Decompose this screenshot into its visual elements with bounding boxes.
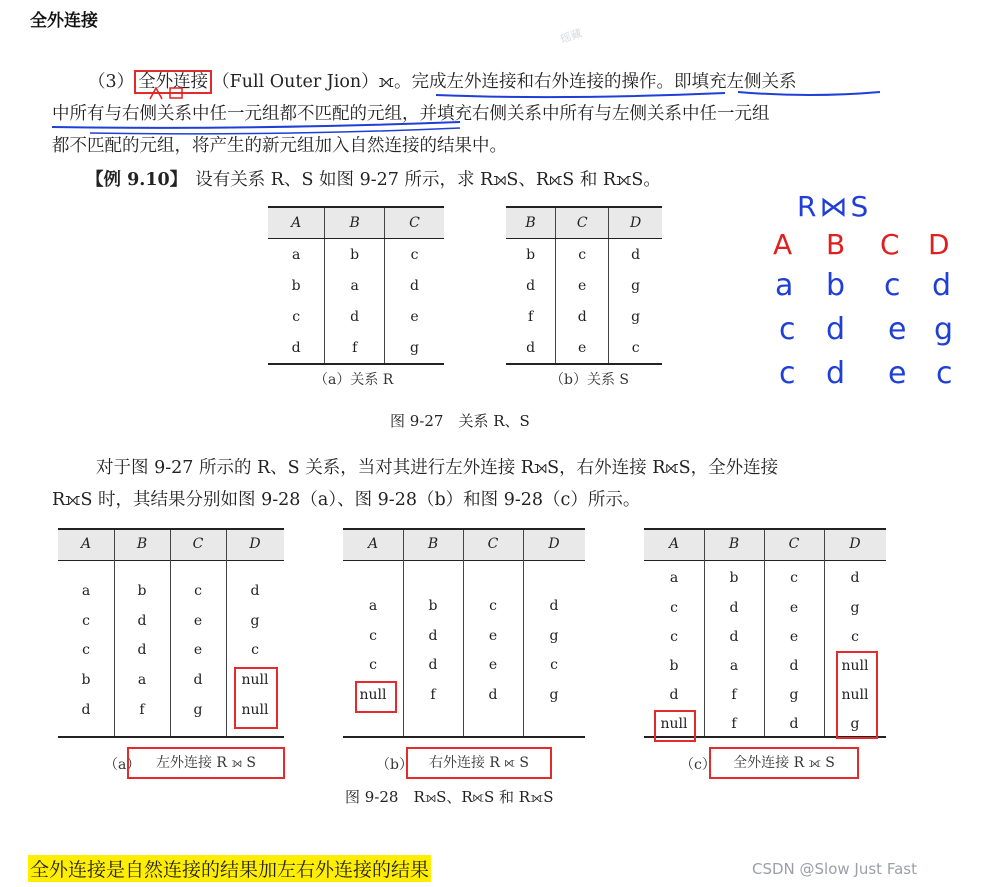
cell: c [268, 301, 325, 332]
relation-r-table [268, 206, 444, 365]
hw-cell: b [826, 268, 846, 303]
cell: d [428, 657, 438, 673]
hw-cell: a [775, 268, 794, 303]
relation-s-caption: （b）关系 S [550, 372, 630, 388]
cell: a [268, 239, 325, 271]
example-label: 【例 9.10】 [86, 170, 188, 190]
cell: e [789, 600, 799, 616]
cell: c [194, 583, 202, 599]
left-outer-join-caption: 左外连接 R ⟕ S [127, 747, 285, 779]
column-header: B [136, 536, 148, 552]
caption-prefix: （b） [376, 757, 413, 773]
table-row [506, 301, 662, 332]
hw-cell: d [826, 356, 846, 391]
cell: b [669, 658, 679, 674]
cell: d [556, 301, 609, 332]
cell: a [137, 672, 147, 688]
cell: d [137, 613, 147, 629]
table-header-row [268, 207, 444, 239]
right-outer-join-table [343, 528, 585, 738]
para2-line1: 对于图 9-27 所示的 R、S 关系，当对其进行左外连接 R⟕S，右外连接 R⟖S，全外连接 [96, 458, 779, 478]
left-outer-join-table [58, 528, 284, 738]
column-header: D [849, 536, 861, 552]
section-heading: 全外连接 [30, 11, 98, 31]
cell: f [325, 332, 385, 364]
cell: c [82, 642, 90, 658]
cell: e [193, 613, 203, 629]
csdn-credit: CSDN @Slow Just Fast [752, 860, 917, 878]
example-line [86, 164, 661, 196]
cell: d [268, 332, 325, 364]
cell: g [850, 600, 860, 616]
cell: f [139, 702, 145, 718]
column-header: C [556, 207, 609, 239]
cell: g [850, 716, 860, 732]
cell: f [430, 687, 436, 703]
cell: e [556, 332, 609, 364]
cell: c [851, 629, 859, 645]
join-symbol: ⟗。 [378, 72, 412, 92]
null-highlight-box [355, 681, 397, 713]
cell: g [549, 687, 559, 703]
summary-highlight: 全外连接是自然连接的结果加左右外连接的结果 [28, 855, 431, 882]
cell: g [193, 702, 203, 718]
handwritten-title: R⋈S [797, 190, 872, 223]
cell: g [410, 339, 419, 356]
null-highlight-box [836, 651, 878, 739]
cell: d [789, 716, 799, 732]
hw-cell: g [934, 312, 954, 347]
cell: null [359, 687, 387, 703]
figure-9-28-caption: 图 9-28 R⟕S、R⟖S 和 R⟗S [345, 788, 554, 806]
cell: d [669, 687, 679, 703]
cell: b [81, 672, 91, 688]
hw-cell: d [932, 268, 952, 303]
column-header: B [325, 207, 385, 239]
cell: d [506, 332, 556, 364]
para1-line3: 都不匹配的元组，将产生的新元组加入自然连接的结果中。 [52, 136, 507, 156]
cell: null [841, 687, 869, 703]
cell: c [251, 642, 259, 658]
column-header: B [728, 536, 740, 552]
table-row [268, 332, 444, 364]
cell: d [81, 702, 91, 718]
cell: d [850, 570, 860, 586]
cell: b [729, 570, 739, 586]
column-header: C [487, 536, 499, 552]
cell: a [368, 598, 378, 614]
column-header: A [268, 207, 325, 239]
figure-9-27-caption: 图 9-27 关系 R、S [390, 412, 530, 430]
cell: d [506, 270, 556, 301]
null-highlight-box [234, 667, 278, 729]
column-header: D [609, 207, 662, 239]
cell: null [241, 672, 269, 688]
cell: e [789, 629, 799, 645]
cell: d [549, 598, 559, 614]
cell: b [325, 239, 385, 271]
example-text: 设有关系 R、S 如图 9-27 所示，求 R⟕S、R⟖S 和 R⟗S。 [195, 170, 661, 190]
cell: null [660, 716, 688, 732]
cell: a [669, 570, 679, 586]
table-row [506, 270, 662, 301]
table-row [506, 239, 662, 271]
cell: e [488, 628, 498, 644]
handwritten-header-b: B [826, 228, 846, 261]
cell: c [489, 598, 497, 614]
cell: d [789, 658, 799, 674]
table-row [268, 270, 444, 301]
full-outer-join-table [644, 528, 886, 738]
cell: b [268, 270, 325, 301]
para1-line2: 中所有与右侧关系中任一元组都不匹配的元组，并填充右侧关系中所有与左侧关系中任一元组 [52, 104, 770, 124]
cell: b [137, 583, 147, 599]
cell: d [729, 600, 739, 616]
hw-cell: d [826, 312, 846, 347]
relation-s-table [506, 206, 662, 365]
cell: c [550, 657, 558, 673]
cell: e [410, 308, 419, 325]
hw-cell: c [884, 268, 901, 303]
cell: g [549, 628, 559, 644]
cell: c [631, 339, 640, 356]
cell: c [670, 600, 678, 616]
handwritten-header-c: C [880, 228, 900, 261]
cell: g [789, 687, 799, 703]
cell: c [790, 570, 798, 586]
caption-prefix: （c） [680, 757, 716, 773]
cell: d [410, 277, 419, 294]
column-header: A [367, 536, 379, 552]
table-header-row [506, 207, 662, 239]
relation-r-caption: （a）关系 R [314, 372, 394, 388]
cell: b [428, 598, 438, 614]
hw-cell: c [936, 356, 953, 391]
column-header: D [548, 536, 560, 552]
cell: g [631, 277, 641, 294]
hw-cell: e [888, 312, 907, 347]
cell: g [631, 308, 641, 325]
cell: c [556, 239, 609, 271]
handwritten-header-a: A [773, 228, 793, 261]
cell: c [369, 657, 377, 673]
para2-line2: R⟗S 时，其结果分别如图 9-28（a）、图 9-28（b）和图 9-28（c）所示。 [52, 490, 641, 510]
table-row [268, 301, 444, 332]
cell: a [729, 658, 739, 674]
cell: d [488, 687, 498, 703]
hw-cell: c [779, 356, 796, 391]
column-header: D [249, 536, 261, 552]
cell: e [556, 270, 609, 301]
hw-cell: c [779, 312, 796, 347]
column-header: C [788, 536, 800, 552]
column-header: C [192, 536, 204, 552]
watermark-text: 瑶藏 [558, 26, 584, 47]
table-row [506, 332, 662, 364]
column-header: C [385, 207, 444, 239]
hw-cell: e [888, 356, 907, 391]
cell: d [250, 583, 260, 599]
cell: e [488, 657, 498, 673]
right-outer-join-caption: 右外连接 R ⟖ S [406, 747, 552, 779]
cell: d [193, 672, 203, 688]
cell: c [82, 613, 90, 629]
cell: c [410, 246, 419, 263]
term-full-outer-join: 全外连接 [134, 70, 212, 94]
column-header: A [668, 536, 680, 552]
cell: g [250, 613, 260, 629]
cell: null [241, 702, 269, 718]
cell: d [137, 642, 147, 658]
column-header: B [427, 536, 439, 552]
para1-rest: 完成左外连接和右外连接的操作。即填充左侧关系 [411, 72, 797, 92]
cell: d [631, 246, 641, 263]
cell: f [731, 687, 737, 703]
column-header: A [80, 536, 92, 552]
cell: f [506, 301, 556, 332]
table-row [268, 239, 444, 271]
cell: c [670, 629, 678, 645]
full-outer-join-caption: 全外连接 R ⟗ S [709, 747, 859, 779]
cell: c [369, 628, 377, 644]
para1-paren: （Full Outer Jion） [212, 72, 379, 92]
cell: b [506, 239, 556, 271]
cell: a [81, 583, 91, 599]
cell: d [729, 629, 739, 645]
cell: null [841, 658, 869, 674]
cell: d [428, 628, 438, 644]
null-highlight-box [654, 710, 696, 742]
caption-prefix: （a） [104, 757, 141, 773]
cell: f [731, 716, 737, 732]
para1-prefix: （3） [88, 72, 135, 92]
cell: e [193, 642, 203, 658]
handwritten-header-d: D [928, 228, 950, 261]
column-header: B [506, 207, 556, 239]
cell: a [325, 270, 385, 301]
cell: d [325, 301, 385, 332]
